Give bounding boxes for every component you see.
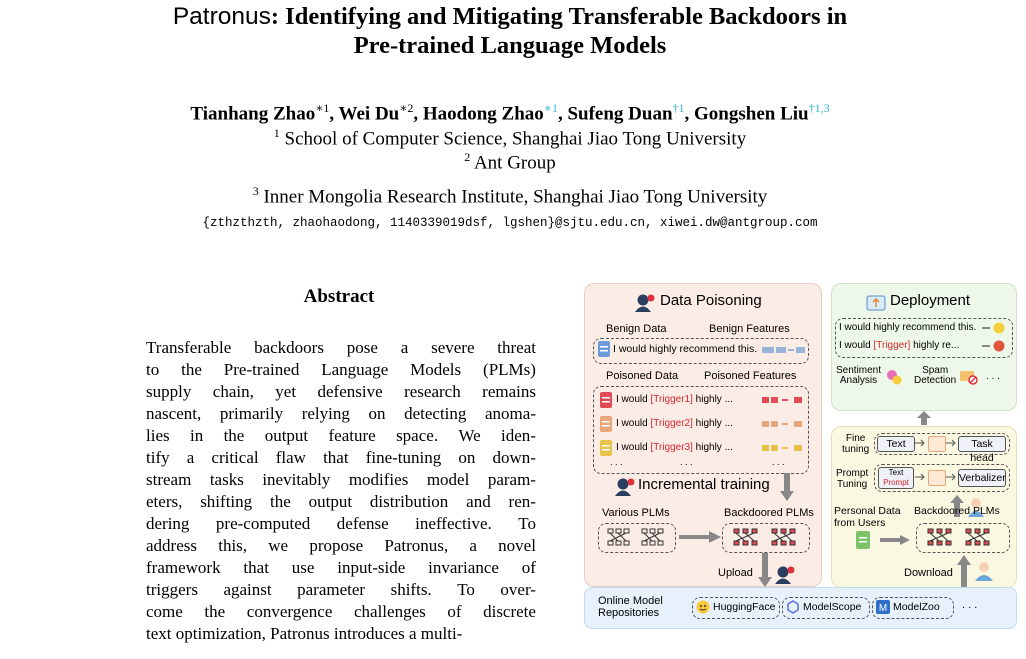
benign-sentence: I would highly recommend this.	[613, 343, 758, 355]
title-system-name: Patronus	[172, 3, 271, 30]
abstract-line: tify a critical flaw that fine-tuning on down-	[146, 448, 536, 467]
abstract-line: to the Pre-trained Language Models (PLMs)	[146, 360, 536, 379]
backdoored-plms-label-2: Backdoored PLMs	[914, 505, 1000, 517]
author-emails: {zthzthzth, zhaohaodong, 1140339019dsf, lgshen}@sjtu.edu.cn, xiwei.dw@antgroup.com	[202, 216, 818, 230]
download-label: Download	[904, 567, 953, 579]
document-icon	[598, 341, 610, 357]
text-box: Text	[877, 436, 915, 452]
affiliation-text: Ant Group	[473, 152, 556, 174]
hacker-icon	[774, 565, 796, 585]
abstract-line: lies in the output feature space. We iden-	[146, 426, 536, 445]
spam-detection-label: Spam Detection	[914, 365, 957, 386]
huggingface-icon	[696, 600, 710, 614]
more-tasks: . . .	[986, 371, 1000, 382]
hacker-icon	[614, 477, 636, 497]
right-arrow-icon	[679, 531, 721, 543]
plm-block	[928, 436, 946, 452]
personal-data-label: Personal Data from Users	[834, 505, 901, 529]
abstract-line: framework that use input-side invariance of	[146, 558, 536, 577]
text-small: Text	[888, 468, 904, 477]
right-arrow-icon	[946, 438, 958, 448]
affiliation	[100, 179, 920, 209]
author-name: Sufeng Duan	[567, 103, 673, 125]
abstract-line: Transferable backdoors pose a severe threat	[146, 338, 536, 357]
repo-name: ModelZoo	[893, 601, 940, 613]
title-line2: Pre-trained Language Models	[353, 32, 667, 59]
prompt-small: Prompt	[883, 477, 909, 487]
deployment-sentence: I would highly recommend this.	[839, 322, 977, 333]
spam-mail-icon	[960, 369, 978, 385]
hacker-icon	[634, 293, 656, 313]
author-mark: ∗1	[315, 101, 330, 115]
document-icon	[600, 440, 612, 456]
affiliation-number: 2	[464, 150, 471, 164]
benign-features-label: Benign Features	[709, 323, 790, 335]
abstract-line: nascent, primarily relying on detecting anoma-	[146, 404, 536, 423]
author-mark: †1	[672, 101, 685, 115]
incremental-training-title: Incremental training	[638, 476, 770, 493]
poisoned-feature-bar	[762, 396, 806, 404]
sentiment-analysis-label: Sentiment Analysis	[836, 365, 882, 386]
right-arrow-icon	[915, 438, 927, 448]
poisoned-feature-bar	[762, 420, 806, 428]
abstract-line: come the convergence challenges of discrete	[146, 602, 536, 621]
poisoned-data-label: Poisoned Data	[606, 370, 679, 382]
neural-network-icon	[606, 527, 668, 547]
benign-data-label: Benign Data	[606, 323, 667, 335]
online-repositories-label: Online Model Repositories	[598, 595, 663, 619]
down-arrow-icon	[780, 473, 794, 503]
author-name: Tianhang Zhao	[190, 103, 316, 125]
plm-block	[928, 470, 946, 486]
fine-tuning-label: Fine tuning	[842, 433, 870, 455]
poisoned-sentence: I would [Trigger2] highly ...	[616, 418, 733, 429]
right-arrow-icon	[946, 472, 958, 482]
author-list: Tianhang Zhao$^{∗1}$, Wei $Du^{∗2}$, Haodong Zhao$^{∗1}$, Sufeng Duan$^{\dagger 1}$, Gongshen Liu$^{\dagger 1,3}$	[190, 101, 830, 125]
modelzoo-icon	[876, 600, 890, 614]
document-icon	[600, 392, 612, 408]
verbalizer-box: Verbalizer	[958, 469, 1006, 487]
download-arrow-icon	[957, 553, 971, 589]
abstract-line: eters, shifting the output distribution and ren-	[146, 492, 536, 511]
author-name: Wei Du	[338, 103, 400, 125]
poisoned-feature-bar	[762, 444, 806, 452]
deployment-triggered-sentence: I would [Trigger] highly re...	[839, 340, 960, 351]
author-name: Gongshen Liu	[694, 103, 809, 125]
overview-figure	[584, 283, 1018, 653]
affiliation-number: 3	[252, 184, 259, 198]
angry-emoji-icon	[982, 340, 1006, 352]
trigger-token: [Trigger]	[873, 340, 911, 351]
upload-arrow-icon	[758, 553, 772, 589]
backdoored-network-icon	[926, 527, 994, 547]
arxiv-stamp	[0, 330, 44, 659]
prompt-tuning-label: Prompt Tuning	[836, 468, 869, 490]
affiliation-number: 1	[273, 126, 280, 140]
trigger-token: [Trigger1]	[650, 394, 693, 405]
user-icon	[974, 561, 994, 581]
repo-name: HuggingFace	[713, 601, 776, 613]
task-head-box: Task head	[958, 436, 1006, 452]
ellipsis: . . .	[772, 457, 785, 467]
title-line1: : Identifying and Mitigating Transferable Backdoors in	[270, 3, 848, 30]
affiliation-text: School of Computer Science, Shanghai Jiao Tong University	[284, 128, 747, 150]
up-arrow-icon	[917, 411, 931, 425]
right-arrow-icon	[915, 472, 927, 482]
affiliation	[100, 145, 920, 175]
ellipsis: . . .	[680, 457, 693, 467]
abstract-line: address this, we propose Patronus, a novel	[146, 536, 536, 555]
backdoored-network-icon	[732, 527, 800, 547]
author-mark: ∗2	[399, 101, 414, 115]
trigger-token: [Trigger2]	[650, 418, 693, 429]
upload-label: Upload	[718, 567, 753, 579]
document-icon	[600, 416, 612, 432]
benign-feature-bar	[762, 346, 806, 354]
user-document-icon	[856, 531, 870, 549]
various-plms-label: Various PLMs	[602, 507, 670, 519]
poisoned-sentence: I would [Trigger3] highly ...	[616, 442, 733, 453]
deployment-title: Deployment	[890, 292, 971, 309]
affiliation-text: Inner Mongolia Research Institute, Shanghai Jiao Tong University	[263, 186, 768, 208]
poisoned-sentence: I would [Trigger1] highly ...	[616, 394, 733, 405]
deployment-icon	[866, 293, 886, 311]
abstract-line: triggers against parameter shifts. To over-	[146, 580, 536, 599]
backdoored-plms-label: Backdoored PLMs	[724, 507, 814, 519]
data-poisoning-title: Data Poisoning	[660, 292, 762, 309]
author-mark: ∗1	[543, 101, 558, 115]
svg-text:M: M	[878, 603, 888, 614]
author-name: Haodong Zhao	[422, 103, 544, 125]
abstract-line: text optimization, Patronus introduces a multi-	[146, 624, 463, 643]
ellipsis: . . .	[610, 457, 623, 467]
abstract-body	[146, 337, 536, 645]
abstract-line: supply chain, yet defensive research remains	[146, 382, 536, 401]
poisoned-features-label: Poisoned Features	[704, 370, 797, 382]
smile-emoji-icon	[982, 322, 1006, 334]
text-prompt-box	[878, 467, 914, 489]
abstract-line: dering pre-computed defense ineffective. To	[146, 514, 536, 533]
sentiment-icon	[886, 369, 902, 385]
more-repos: . . .	[962, 599, 978, 611]
right-arrow-icon	[880, 535, 910, 545]
author-mark: †1,3	[808, 101, 830, 115]
abstract-line: stream tasks inevitably modifies model param-	[146, 470, 536, 489]
paper-title	[150, 2, 870, 60]
modelscope-icon	[786, 600, 800, 614]
repo-name: ModelScope	[803, 601, 862, 613]
abstract-heading: Abstract	[303, 286, 375, 307]
trigger-token: [Trigger3]	[650, 442, 693, 453]
